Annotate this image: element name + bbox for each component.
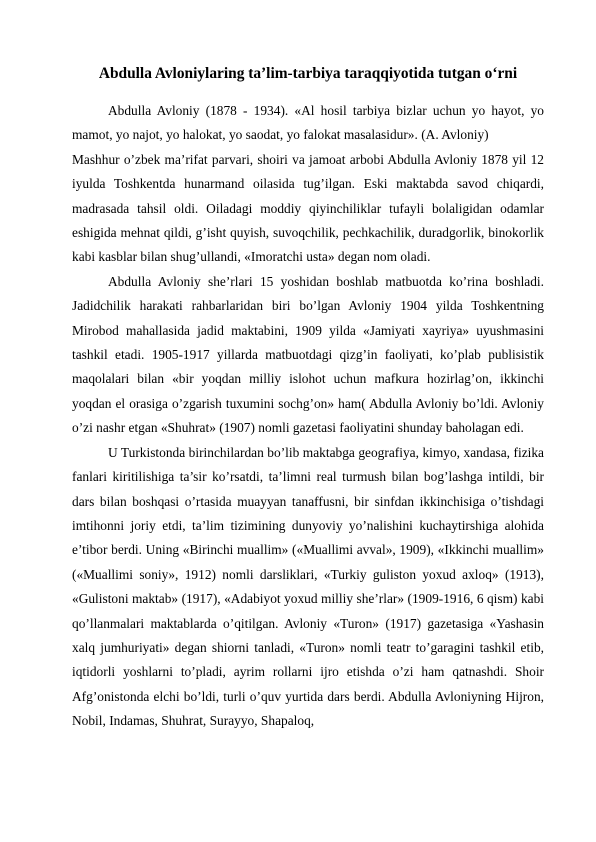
document-page bbox=[72, 64, 544, 734]
paragraph-press-activity: Abdulla Avloniy she’rlari 15 yoshidan boshlab matbuotda ko’rina boshladi. Jadidchilik harakati rahbarlaridan biri bo’lgan Avloniy 1904 yilda Toshkentning Mirobod mahallasida jadid maktabini, 1909 yilda «Jamiyati xayriya» uyushmasini tashkil etadi. 1905-1917 yillarda matbuotdagi qizg’in faoliyati, ko’plab publisistik maqolalari bilan «bir yoqdan milliy islohot uchun mafkura hozirlag’on, ikkinchi yoqdan el orasiga o’zgarish tuxumini sochg’on» ham( Abdulla Avloniy bo’ldi. Avloniy o’zi nashr etgan «Shuhrat» (1907) nomli gazetasi faoliyatini shunday baholagan edi. bbox=[72, 273, 544, 436]
paragraph-biography: Mashhur o’zbek ma’rifat parvari, shoiri va jamoat arbobi Abdulla Avloniy 1878 yil 12 iyulda Toshkentda hunarmand oilasida tug’ilgan. Eski maktabda savod chiqardi, madrasada tahsil oldi. Oiladagi moddiy qiyinchiliklar tufayli bolaligidan odamlar eshigida mehnat qildi, g’isht quyish, suvoqchilik, pechkachilik, duradgorlik, binokorlik kabi kasblar bilan shug’ullandi, «Imoratchi usta» degan nom oladi. bbox=[72, 151, 544, 265]
paragraph-intro-quote: Abdulla Avloniy (1878 - 1934). «Al hosil tarbiya bizlar uchun yo hayot, yo mamot, yo najot, yo halokat, yo saodat, yo falokat masalasidur». (A. Avloniy) bbox=[72, 103, 544, 143]
paragraph-education-reform: U Turkistonda birinchilardan bo’lib maktabga geografiya, kimyo, xandasa, fizika fanlari kiritilishiga ta’sir ko’rsatdi, ta’limni real turmush bilan bog’lashga intildi, bir dars bilan boshqasi o’rtasida muayyan tanaffusni, bir sinfdan ikkinchisiga o’tishdagi imtihonni joriy etdi, ta’lim tizimining dunyoviy yo’nalishini kuchaytirshiga alohida e’tibor berdi. Uning «Birinchi muallim» («Muallimi avval», 1909), «Ikkinchi muallim» («Muallimi soniy», 1912) nomli darsliklari, «Turkiy guliston yoxud axloq» (1913), «Gulistoni maktab» (1917), «Adabiyot yoxud milliy she’rlar» (1909-1916, 6 qism) kabi qo’llanmalari maktablarda o’qitilgan. Avloniy «Turon» (1917) gazetasiga «Yashasin xalq jumhuriyati» degan shiorni tanladi, «Turon» nomli teatr to’garagini tashkil etib, iqtidorli yoshlarni to’pladi, ayrim rollarni ijro etishda o’zi ham qatnashdi. Shoir Afg’onistonda elchi bo’ldi, turli o’quv yurtida dars berdi. Abdulla Avloniyning Hijron, Nobil, Indamas, Shuhrat, Surayyo, Shapaloq, bbox=[72, 444, 544, 729]
document-title: Abdulla Avloniylaring ta’lim-tarbiya taraqqiyotida tutgan o‘rni bbox=[98, 65, 518, 82]
